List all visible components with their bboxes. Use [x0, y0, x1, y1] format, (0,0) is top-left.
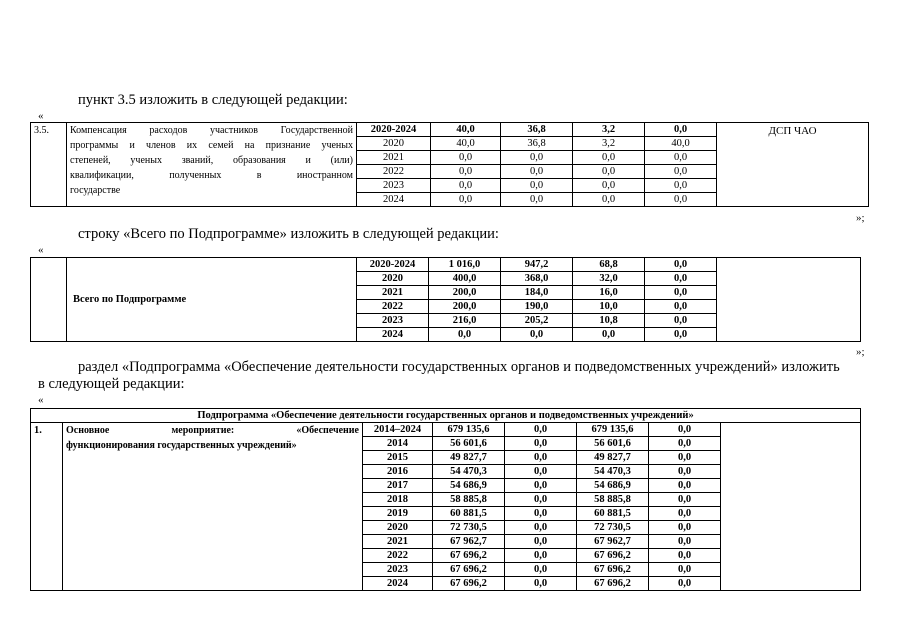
- amount-cell: 0,0: [649, 549, 721, 563]
- amount-cell: 60 881,5: [433, 507, 505, 521]
- description-line: степеней, ученых званий, образования и (или): [70, 155, 353, 166]
- description-line: квалификации, полученных в иностранном: [70, 170, 353, 181]
- amount-cell: 679 135,6: [433, 423, 505, 437]
- year-cell: 2016: [363, 465, 433, 479]
- amount-cell: 190,0: [501, 300, 573, 314]
- year-cell: 2014–2024: [363, 423, 433, 437]
- amount-cell: 0,0: [505, 451, 577, 465]
- amount-cell: 368,0: [501, 272, 573, 286]
- amount-cell: 3,2: [573, 123, 645, 137]
- year-cell: 2019: [363, 507, 433, 521]
- amount-cell: 10,0: [573, 300, 645, 314]
- amount-cell: 200,0: [429, 286, 501, 300]
- amount-cell: 16,0: [573, 286, 645, 300]
- year-cell: 2020-2024: [357, 258, 429, 272]
- amount-cell: 205,2: [501, 314, 573, 328]
- amount-cell: 0,0: [501, 179, 573, 193]
- amount-cell: 0,0: [505, 535, 577, 549]
- amount-cell: 0,0: [573, 179, 645, 193]
- description-line: функционирования государственных учреждений»: [66, 440, 297, 451]
- amount-cell: 58 885,8: [433, 493, 505, 507]
- year-cell: 2018: [363, 493, 433, 507]
- amount-cell: 0,0: [431, 165, 501, 179]
- year-cell: 2021: [357, 151, 431, 165]
- amount-cell: 40,0: [645, 137, 717, 151]
- total-label-cell: Всего по Подпрограмме: [67, 258, 357, 342]
- year-cell: 2023: [357, 179, 431, 193]
- description-line: государстве: [70, 185, 121, 196]
- table-row: [31, 123, 869, 137]
- table-subprogram-section: [30, 408, 861, 591]
- amount-cell: 0,0: [645, 258, 717, 272]
- year-cell: 2017: [363, 479, 433, 493]
- amount-cell: 0,0: [649, 577, 721, 591]
- amount-cell: 216,0: [429, 314, 501, 328]
- amount-cell: 0,0: [429, 328, 501, 342]
- amount-cell: 0,0: [649, 563, 721, 577]
- section-header-cell: Подпрограмма «Обеспечение деятельности государственных органов и подведомственных учреждений»: [31, 409, 861, 423]
- amount-cell: 0,0: [505, 437, 577, 451]
- amount-cell: 0,0: [431, 193, 501, 207]
- amount-cell: 54 686,9: [433, 479, 505, 493]
- amount-cell: 947,2: [501, 258, 573, 272]
- amount-cell: 72 730,5: [577, 521, 649, 535]
- amount-cell: 40,0: [431, 137, 501, 151]
- amount-cell: 67 696,2: [577, 549, 649, 563]
- amount-cell: 0,0: [505, 521, 577, 535]
- amount-cell: 1 016,0: [429, 258, 501, 272]
- amount-cell: 0,0: [505, 423, 577, 437]
- table-item-3-5: [30, 122, 869, 207]
- section-header-row: [31, 409, 861, 423]
- amount-cell: 0,0: [645, 328, 717, 342]
- year-cell: 2022: [357, 165, 431, 179]
- amount-cell: 0,0: [645, 272, 717, 286]
- amount-cell: 0,0: [573, 151, 645, 165]
- amount-cell: 0,0: [573, 328, 645, 342]
- amount-cell: 40,0: [431, 123, 501, 137]
- amount-cell: 184,0: [501, 286, 573, 300]
- description-line: программы и членов их семей на признание ученых: [70, 140, 353, 151]
- amount-cell: 67 696,2: [577, 563, 649, 577]
- year-cell: 2020: [363, 521, 433, 535]
- year-cell: 2014: [363, 437, 433, 451]
- table-row: [31, 423, 861, 437]
- amount-cell: 400,0: [429, 272, 501, 286]
- year-cell: 2021: [357, 286, 429, 300]
- year-cell: 2022: [363, 549, 433, 563]
- amount-cell: 0,0: [505, 507, 577, 521]
- amount-cell: 0,0: [431, 151, 501, 165]
- year-cell: 2024: [357, 328, 429, 342]
- amount-cell: 0,0: [501, 193, 573, 207]
- amount-cell: 67 696,2: [433, 549, 505, 563]
- amount-cell: 67 696,2: [577, 577, 649, 591]
- empty-executor-cell: [717, 258, 861, 342]
- amount-cell: 0,0: [501, 328, 573, 342]
- amount-cell: 68,8: [573, 258, 645, 272]
- instruction-paragraph-2: строку «Всего по Подпрограмме» изложить в следующей редакции:: [78, 226, 499, 242]
- amount-cell: 0,0: [645, 151, 717, 165]
- amount-cell: 0,0: [645, 165, 717, 179]
- amount-cell: 36,8: [501, 137, 573, 151]
- amount-cell: 67 696,2: [433, 577, 505, 591]
- amount-cell: 67 962,7: [433, 535, 505, 549]
- amount-cell: 72 730,5: [433, 521, 505, 535]
- amount-cell: 3,2: [573, 137, 645, 151]
- close-quote-1: »;: [856, 212, 865, 224]
- amount-cell: 54 470,3: [433, 465, 505, 479]
- description-line: Основное мероприятие: «Обеспечение: [66, 425, 359, 436]
- instruction-paragraph-3-line1: раздел «Подпрограмма «Обеспечение деятельности государственных органов и подведомственных учреждений» изложить: [78, 359, 840, 375]
- amount-cell: 32,0: [573, 272, 645, 286]
- amount-cell: 0,0: [645, 123, 717, 137]
- amount-cell: 67 962,7: [577, 535, 649, 549]
- year-cell: 2020: [357, 272, 429, 286]
- item-number-cell: 1.: [31, 423, 63, 591]
- amount-cell: 36,8: [501, 123, 573, 137]
- item-description-cell: [67, 123, 357, 207]
- amount-cell: 0,0: [505, 549, 577, 563]
- amount-cell: 0,0: [649, 423, 721, 437]
- item-description-cell: [63, 423, 363, 591]
- amount-cell: 0,0: [505, 479, 577, 493]
- amount-cell: 0,0: [505, 563, 577, 577]
- amount-cell: 0,0: [505, 465, 577, 479]
- year-cell: 2023: [363, 563, 433, 577]
- year-cell: 2021: [363, 535, 433, 549]
- open-quote-1: «: [38, 110, 44, 122]
- empty-executor-cell: [721, 423, 861, 591]
- instruction-paragraph-3-line2: в следующей редакции:: [38, 376, 185, 392]
- year-cell: 2020: [357, 137, 431, 151]
- year-cell: 2015: [363, 451, 433, 465]
- year-cell: 2023: [357, 314, 429, 328]
- year-cell: 2020-2024: [357, 123, 431, 137]
- amount-cell: 49 827,7: [433, 451, 505, 465]
- amount-cell: 0,0: [649, 521, 721, 535]
- amount-cell: 0,0: [645, 300, 717, 314]
- amount-cell: 0,0: [649, 465, 721, 479]
- amount-cell: 56 601,6: [577, 437, 649, 451]
- amount-cell: 0,0: [431, 179, 501, 193]
- amount-cell: 67 696,2: [433, 563, 505, 577]
- amount-cell: 54 470,3: [577, 465, 649, 479]
- amount-cell: 0,0: [645, 193, 717, 207]
- open-quote-3: «: [38, 394, 44, 406]
- open-quote-2: «: [38, 244, 44, 256]
- amount-cell: 0,0: [649, 507, 721, 521]
- executor-cell: ДСП ЧАО: [717, 123, 869, 207]
- amount-cell: 0,0: [649, 437, 721, 451]
- description-line: Компенсация расходов участников Государственной: [70, 125, 353, 136]
- amount-cell: 54 686,9: [577, 479, 649, 493]
- close-quote-2: »;: [856, 346, 865, 358]
- amount-cell: 10,8: [573, 314, 645, 328]
- instruction-paragraph-1: пункт 3.5 изложить в следующей редакции:: [78, 92, 348, 108]
- amount-cell: 0,0: [501, 165, 573, 179]
- amount-cell: 56 601,6: [433, 437, 505, 451]
- amount-cell: 0,0: [505, 577, 577, 591]
- amount-cell: 0,0: [649, 479, 721, 493]
- empty-number-cell: [31, 258, 67, 342]
- amount-cell: 49 827,7: [577, 451, 649, 465]
- year-cell: 2024: [357, 193, 431, 207]
- year-cell: 2024: [363, 577, 433, 591]
- amount-cell: 0,0: [573, 193, 645, 207]
- amount-cell: 0,0: [645, 314, 717, 328]
- amount-cell: 0,0: [649, 535, 721, 549]
- amount-cell: 0,0: [645, 179, 717, 193]
- item-number-cell: 3.5.: [31, 123, 67, 207]
- amount-cell: 200,0: [429, 300, 501, 314]
- amount-cell: 0,0: [649, 493, 721, 507]
- amount-cell: 0,0: [649, 451, 721, 465]
- table-row: [31, 258, 861, 272]
- amount-cell: 60 881,5: [577, 507, 649, 521]
- amount-cell: 0,0: [645, 286, 717, 300]
- amount-cell: 679 135,6: [577, 423, 649, 437]
- amount-cell: 0,0: [505, 493, 577, 507]
- amount-cell: 58 885,8: [577, 493, 649, 507]
- amount-cell: 0,0: [573, 165, 645, 179]
- amount-cell: 0,0: [501, 151, 573, 165]
- year-cell: 2022: [357, 300, 429, 314]
- table-subprogram-total: [30, 257, 861, 342]
